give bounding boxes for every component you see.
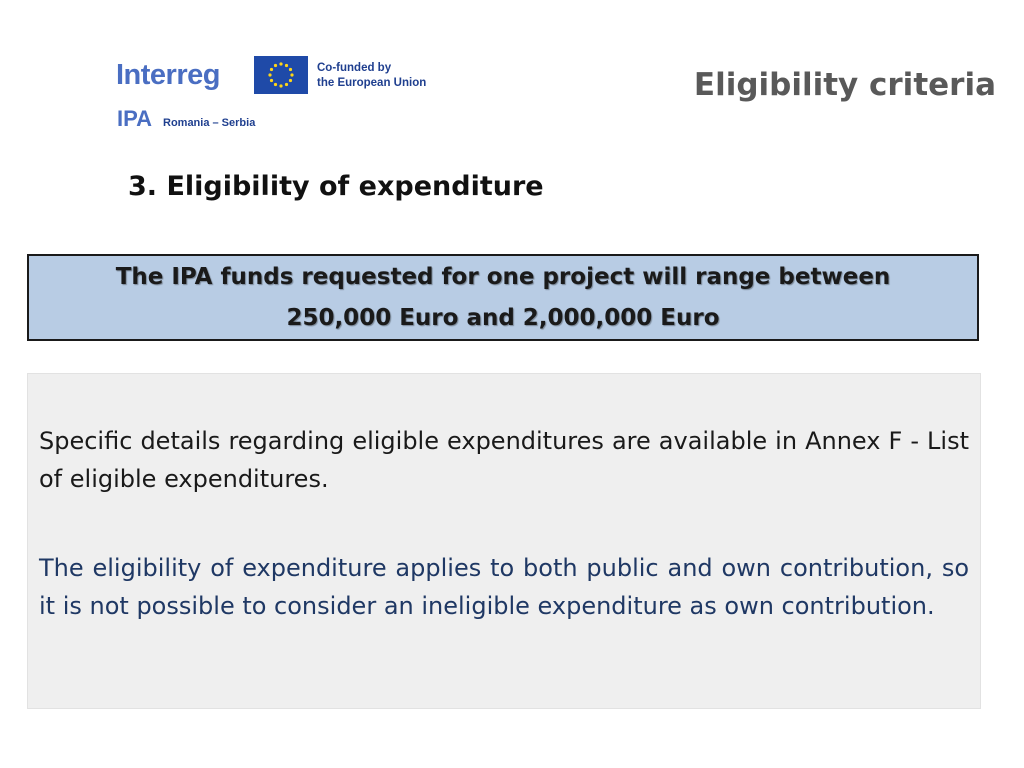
details-paragraph-contribution: The eligibility of expenditure applies to both public and own contribution, so it is not possible to consider an ineligible expenditure as own contribution. <box>39 554 969 620</box>
logo-cofunded-line2: the European Union <box>317 77 427 89</box>
callout-line-1: The IPA funds requested for one project will range between <box>115 263 891 290</box>
section-title: 3. Eligibility of expenditure <box>128 171 544 202</box>
funding-callout-box <box>27 254 979 341</box>
eu-flag-icon <box>254 56 308 94</box>
callout-line-2: 250,000 Euro and 2,000,000 Euro <box>286 304 720 331</box>
page-title: Eligibility criteria <box>693 67 996 103</box>
interreg-logo <box>116 50 446 132</box>
logo-interreg-wordmark: Interreg <box>116 59 220 91</box>
logo-cofunded-text <box>317 61 426 91</box>
logo-cofunded-line1: Co-funded by <box>317 62 392 74</box>
logo-region: Romania – Serbia <box>163 117 256 129</box>
details-paragraph-annex: Specific details regarding eligible expenditures are available in Annex F - List of eligible expenditures. <box>39 427 969 493</box>
logo-ipa: IPA <box>117 106 153 131</box>
details-panel <box>27 373 981 709</box>
